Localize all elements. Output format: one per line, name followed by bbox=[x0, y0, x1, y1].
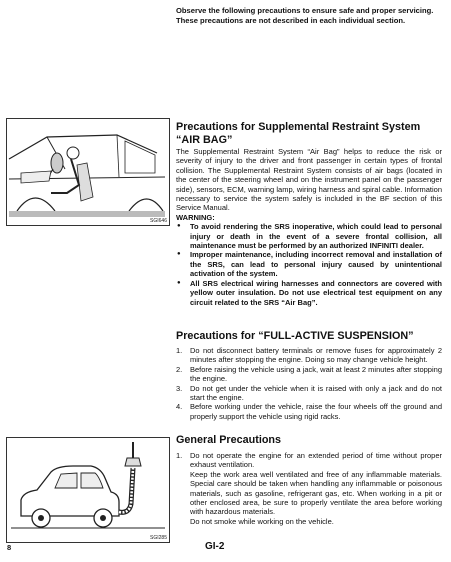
figure-code: SGI646 bbox=[150, 218, 167, 224]
general-section-body bbox=[176, 451, 442, 526]
item-number: 1. bbox=[176, 346, 183, 355]
section-title-airbag bbox=[176, 121, 420, 146]
figure-code: SGI285 bbox=[150, 535, 167, 541]
airbag-title-line2: “AIR BAG” bbox=[176, 133, 233, 146]
suspension-list bbox=[176, 346, 442, 421]
general-paragraph: Do not smoke while working on the vehicle. bbox=[190, 516, 334, 526]
car-interior-airbag-illustration bbox=[7, 119, 169, 225]
airbag-paragraph: The Supplemental Restraint System “Air Bag” helps to reduce the risk or severity of injury to the driver and front passenger in certain types of frontal collision. The Supplemental Restraint System consists of air bags (located in the center of the steering wheel and on the instrument panel on the passenger side), sensors, ECM, warning lamp, wiring harness and spiral cable. Information necessary to service the system safely is included in the BF section of this Service Manual. bbox=[176, 147, 442, 213]
warning-item: ● All SRS electrical wiring harnesses and connectors are covered with yellow outer insulation. Do not use electrical test equipment on any circuit related to the SRS “Air Bag”. bbox=[176, 279, 442, 307]
item-text: Do not operate the engine for an extended period of time without proper exhaust ventilation. bbox=[190, 451, 442, 470]
intro-note: Observe the following precautions to ensure safe and proper servicing. These precautions are not described in each individual section. bbox=[176, 6, 434, 25]
general-list bbox=[176, 451, 442, 470]
car-exhaust-hose-illustration bbox=[7, 438, 169, 542]
airbag-title-line1: Precautions for Supplemental Restraint System bbox=[176, 121, 421, 133]
item-text: Do not get under the vehicle when it is raised with only a jack and do not start the engine. bbox=[190, 383, 442, 403]
item-number: 2. bbox=[176, 364, 183, 374]
page-label: GI-2 bbox=[205, 541, 225, 552]
item-number: 3. bbox=[176, 383, 183, 393]
warning-list bbox=[176, 222, 442, 307]
airbag-section-body bbox=[176, 147, 442, 307]
list-item bbox=[176, 384, 442, 403]
item-text: Before working under the vehicle, raise the four wheels off the ground and properly support the vehicle using rigid racks. bbox=[190, 402, 442, 421]
warning-item: ● To avoid rendering the SRS inoperative, which could lead to personal injury or death in the event of a severe frontal collision, all maintenance must be performed by an authorized INFINITI dealer. bbox=[176, 222, 442, 250]
list-item bbox=[176, 402, 442, 421]
general-paragraph: Keep the work area well ventilated and free of any inflammable materials. Special care should be taken when handling any inflammable or poisonous materials, such as gasoline, refrigerant gas, etc. When working in a pit or other enclosed area, be sure to properly ventilate the area before working with hazardous materials. bbox=[190, 469, 442, 517]
exhaust-figure bbox=[6, 437, 170, 543]
section-title-general: General Precautions bbox=[176, 434, 282, 446]
warning-label: WARNING: bbox=[176, 212, 215, 222]
item-number: 4. bbox=[176, 402, 183, 412]
section-title-suspension: Precautions for “FULL-ACTIVE SUSPENSION” bbox=[176, 330, 414, 342]
list-item bbox=[176, 451, 442, 470]
item-text: Before raising the vehicle using a jack, wait at least 2 minutes after stopping the engine. bbox=[190, 364, 442, 384]
item-number: 1. bbox=[176, 451, 183, 460]
airbag-figure bbox=[6, 118, 170, 226]
list-item bbox=[176, 365, 442, 384]
warning-item: ● Improper maintenance, including incorrect removal and installation of the SRS, can lead to personal injury caused by unintentional activation of the system. bbox=[176, 250, 442, 278]
list-item bbox=[176, 346, 442, 365]
item-text: Do not disconnect battery terminals or remove fuses for approximately 2 minutes after stopping the engine. Doing so may change vehicle height. bbox=[190, 346, 442, 365]
page-number-left: 8 bbox=[7, 543, 12, 552]
suspension-section-body bbox=[176, 346, 442, 421]
